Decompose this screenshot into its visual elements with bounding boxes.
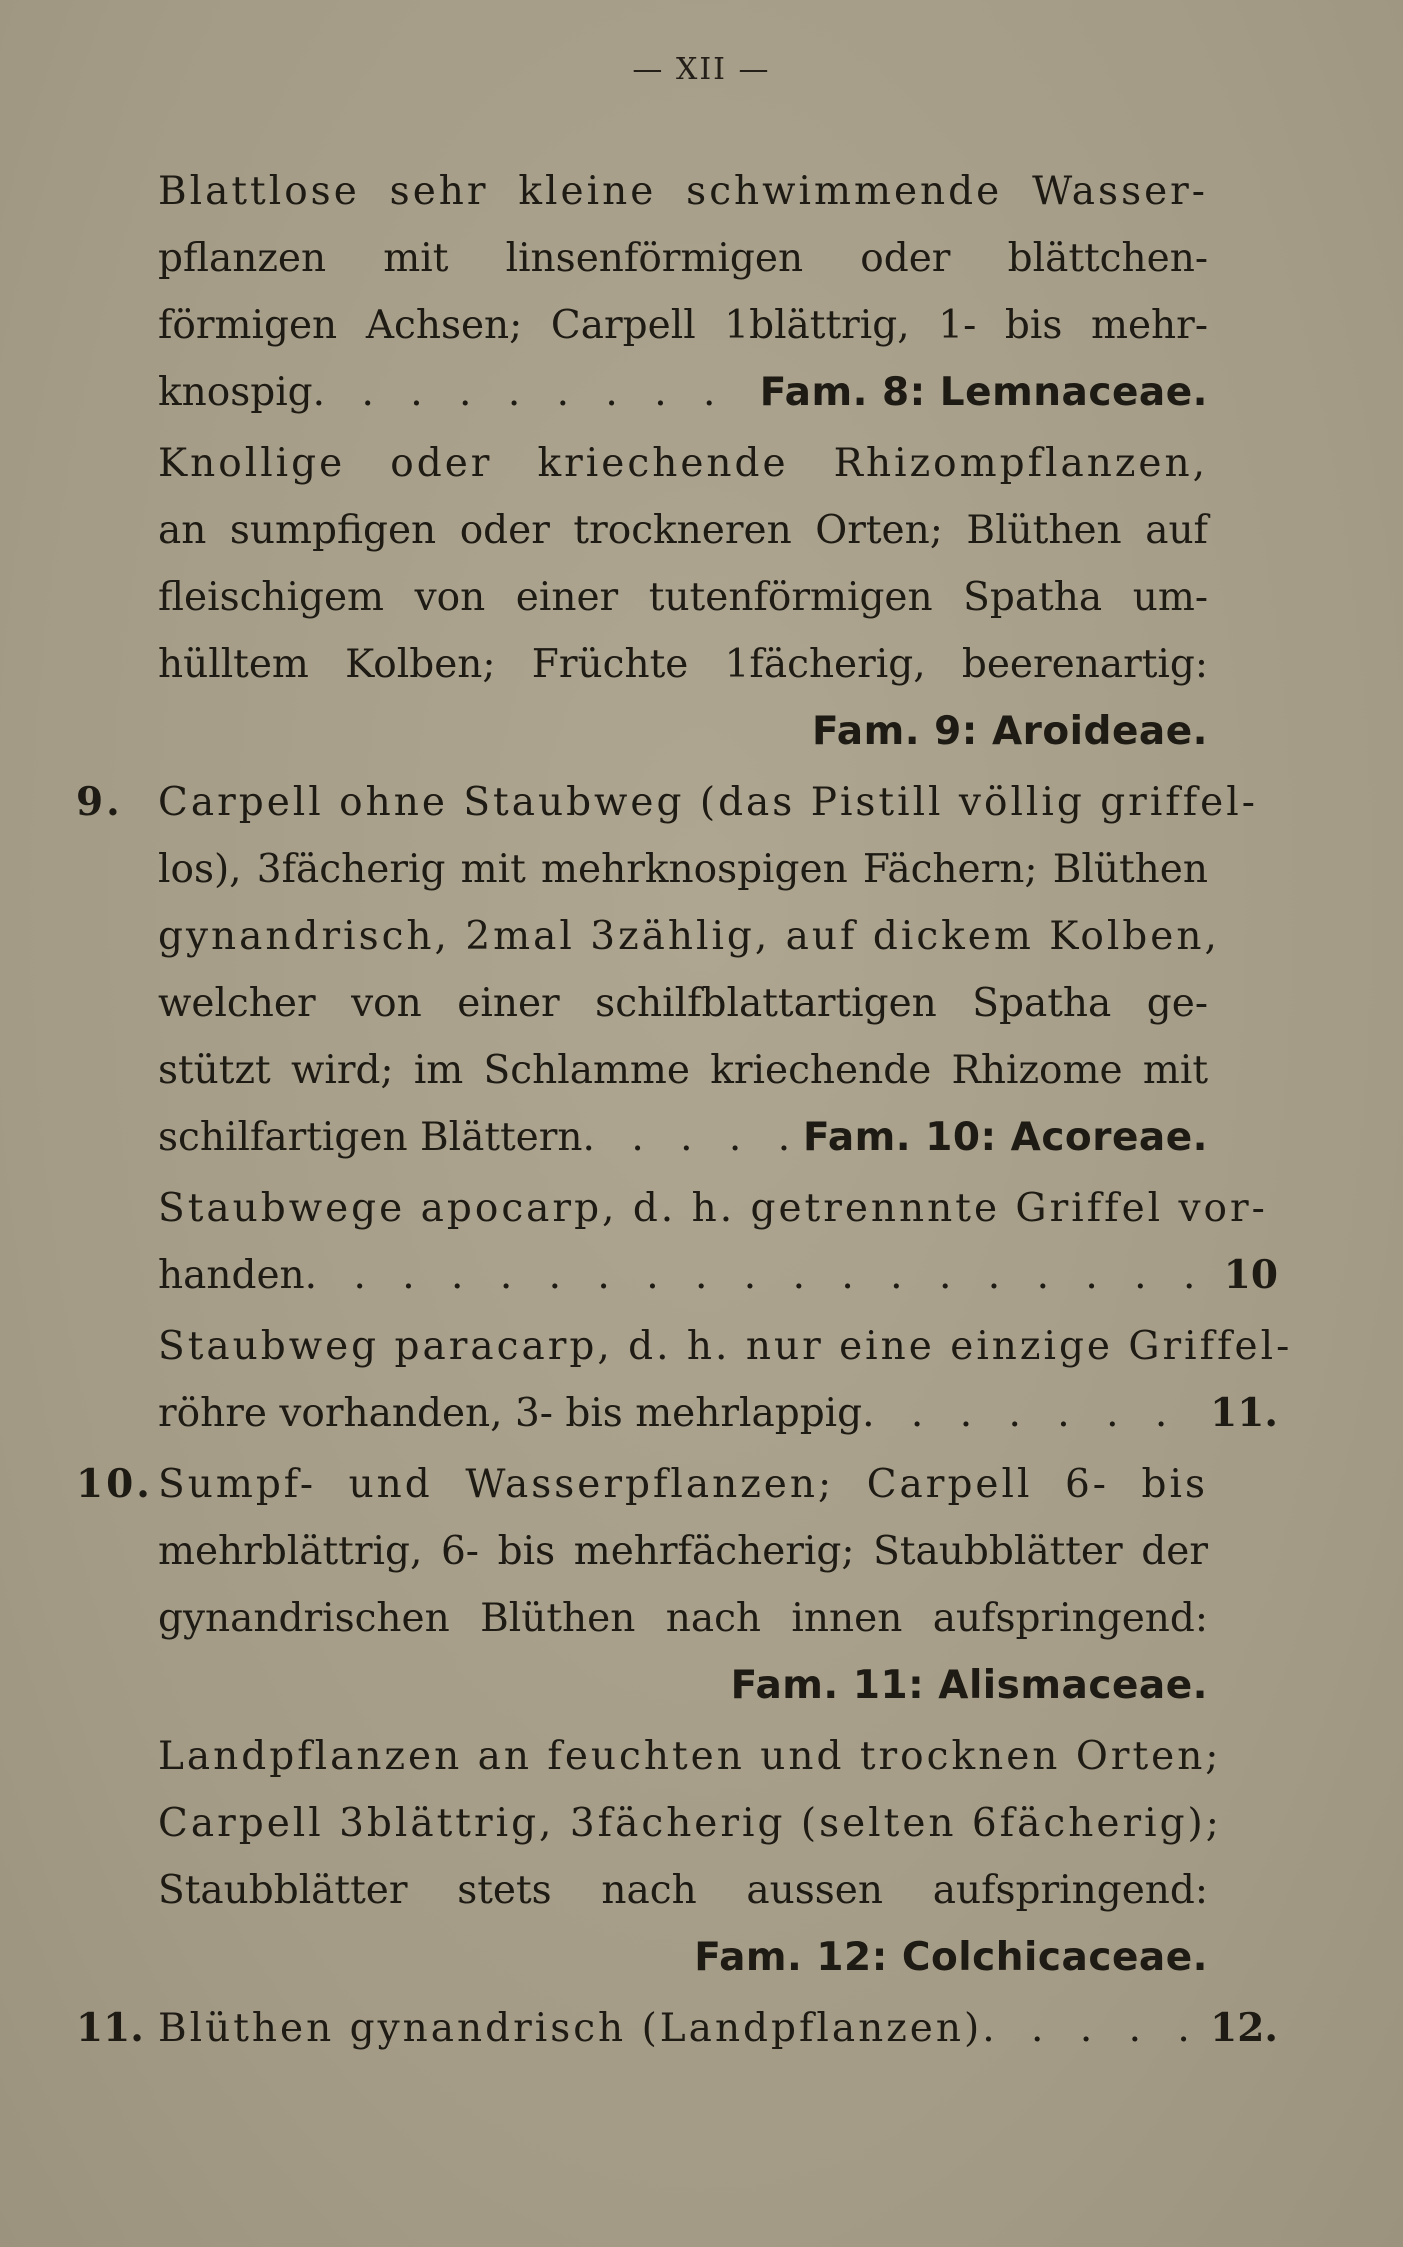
text-line: mehrblättrig, 6- bis mehrfächerig; Staubblätter der <box>158 1529 1208 1574</box>
paragraph-colchicaceae <box>158 1723 1222 1991</box>
text-line: fleischigem von einer tutenförmigen Spatha um- <box>158 575 1208 620</box>
text-line: los), 3fächerig mit mehrknospigen Fächern; Blüthen <box>158 847 1208 892</box>
leader-dots <box>305 1242 1214 1309</box>
page-number: — XII — <box>632 52 771 87</box>
text-line <box>76 1995 1278 2062</box>
text-line: Knollige oder kriechende Rhizompflanzen, <box>158 441 1208 486</box>
key-reference: 12. <box>1210 2005 1278 2051</box>
key-text <box>76 158 1293 2062</box>
text-line: stützt wird; im Schlamme kriechende Rhizome mit <box>158 1048 1208 1093</box>
key-number: 11. <box>76 2005 144 2051</box>
line-text: handen <box>158 1253 305 1298</box>
text-line: Carpell 3blättrig, 3fächerig (selten 6fächerig); <box>158 1801 1222 1846</box>
paragraph-acoreae <box>76 769 1258 1171</box>
key-number: 10. <box>76 1461 153 1507</box>
paragraph-apocarp <box>158 1175 1278 1309</box>
text-line: Staubblätter stets nach aussen aufspringend: <box>158 1868 1208 1913</box>
text-line: Landpflanzen an feuchten und trocknen Orten; <box>158 1734 1222 1779</box>
family-label: Fam. 11: Alismaceae. <box>730 1663 1208 1708</box>
leader-dots <box>982 1995 1200 2062</box>
text-line: Staubweg paracarp, d. h. nur eine einzige Griffel- <box>158 1324 1293 1369</box>
text-line: 10. Sumpf- und Wasserpflanzen; Carpell 6- bis <box>158 1451 1208 1518</box>
leader-dots <box>313 359 746 426</box>
text-line <box>158 1242 1278 1309</box>
paragraph-paracarp <box>158 1313 1293 1447</box>
text-line: gynandrischen Blüthen nach innen aufspringend: <box>158 1596 1208 1641</box>
family-label: Fam. 8: Lemnaceae. <box>759 370 1208 415</box>
key-reference: 11. <box>1210 1390 1278 1436</box>
text-line: 9. Carpell ohne Staubweg (das Pistill völlig griffel- <box>158 769 1208 836</box>
paragraph-gynandrisch <box>76 1995 1278 2062</box>
paragraph-lemnaceae <box>158 158 1208 426</box>
paragraph-aroideae <box>158 430 1208 765</box>
text-line: förmigen Achsen; Carpell 1blättrig, 1- bis mehr- <box>158 303 1208 348</box>
leader-dots <box>862 1380 1200 1447</box>
family-label: Fam. 9: Aroideae. <box>811 709 1208 754</box>
text-line: Staubwege apocarp, d. h. getrennnte Griffel vor- <box>158 1186 1268 1231</box>
paragraph-alismaceae <box>76 1451 1208 1719</box>
text-line: gynandrisch, 2mal 3zählig, auf dickem Kolben, <box>158 914 1220 959</box>
text-line: pflanzen mit linsenförmigen oder blättchen- <box>158 236 1208 281</box>
line-text: knospig <box>158 370 313 415</box>
text-line: an sumpfigen oder trockneren Orten; Blüthen auf <box>158 508 1208 553</box>
text-line <box>158 1380 1278 1447</box>
line-text: Blüthen gynandrisch (Landpflanzen) <box>158 2006 983 2051</box>
leader-dots <box>583 1104 789 1171</box>
family-label: Fam. 12: Colchicaceae. <box>694 1935 1208 1980</box>
text-line <box>158 1104 1208 1171</box>
text-line: welcher von einer schilfblattartigen Spatha ge- <box>158 981 1208 1026</box>
line-text: röhre vorhanden, 3- bis mehrlappig <box>158 1391 863 1436</box>
text-line <box>158 359 1208 426</box>
text-line: Blattlose sehr kleine schwimmende Wasser- <box>158 169 1208 214</box>
key-reference: 10 <box>1223 1252 1278 1298</box>
family-label: Fam. 10: Acoreae. <box>802 1115 1208 1160</box>
key-number: 9. <box>76 779 123 825</box>
text-line: hülltem Kolben; Früchte 1fächerig, beerenartig: <box>158 642 1208 687</box>
line-text: schilfartigen Blättern <box>158 1115 583 1160</box>
